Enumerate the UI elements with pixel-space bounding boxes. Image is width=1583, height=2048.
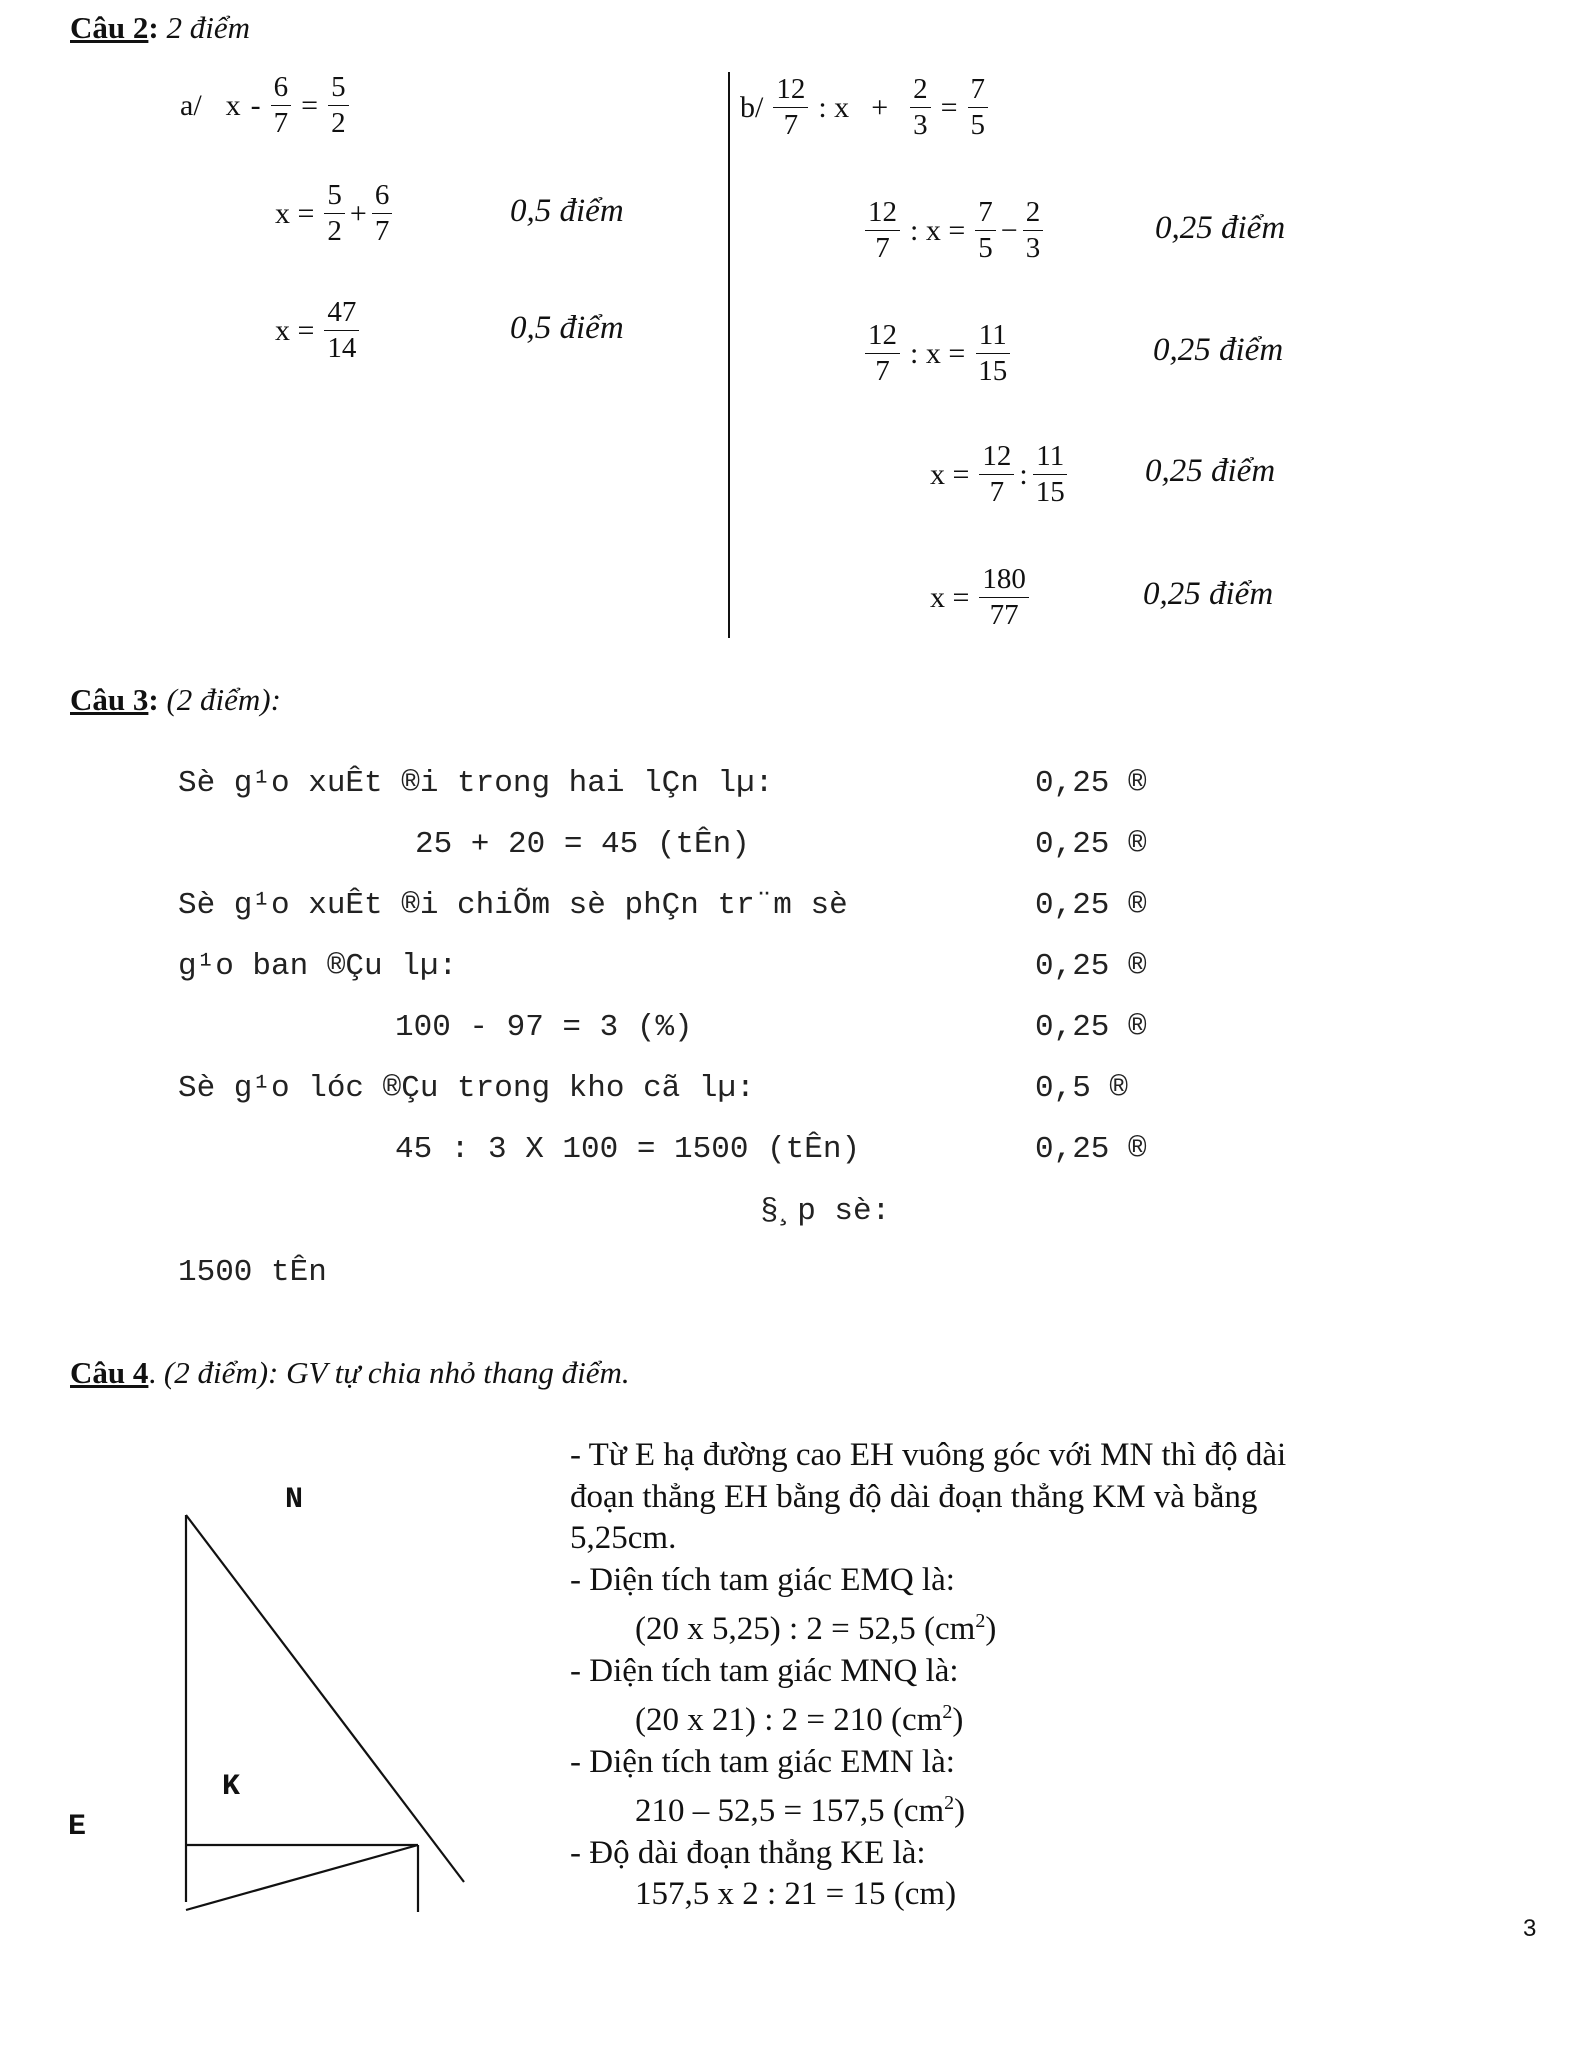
- q2b-frac2-den: 3: [913, 109, 928, 142]
- q2a-frac1: [271, 72, 292, 140]
- q2b-mid: : x: [818, 90, 850, 124]
- q2b-frac1-num: 12: [773, 74, 808, 108]
- q4-heading: [70, 1355, 630, 1391]
- q4-line-4: - Diện tích tam giác EMQ là:: [570, 1561, 955, 1598]
- q2-heading-points: 2 điểm: [158, 10, 250, 45]
- q2b-step1-op: −: [1000, 213, 1018, 247]
- q2b-step1-frac3: [1023, 197, 1044, 265]
- q4-line-9-sup: 2: [944, 1792, 955, 1814]
- q2b-step3-frac2: [1033, 441, 1068, 509]
- q2a-step2-score: 0,5 điểm: [510, 310, 624, 346]
- q3-line-2: 25 + 20 = 45 (tÊn): [415, 827, 750, 862]
- q2b-frac2-num: 2: [910, 74, 931, 108]
- q2b-step3: [925, 441, 1073, 509]
- q2b-step4-frac-num: 180: [979, 564, 1029, 598]
- q2a-minus: -: [250, 88, 261, 122]
- q3-answer-value: 1500 tÊn: [178, 1255, 327, 1290]
- q2b-step4-frac: [979, 564, 1029, 632]
- q2a-frac1-den: 7: [273, 107, 289, 140]
- q2a-step1-frac2-num: 6: [372, 180, 393, 214]
- q3-line-5: 100 - 97 = 3 (%): [395, 1010, 693, 1045]
- q2-heading: [70, 10, 250, 46]
- q4-line-10: - Độ dài đoạn thẳng KE là:: [570, 1834, 926, 1871]
- q2b-step3-frac2-num: 11: [1033, 441, 1067, 475]
- q4-line-5-sup: 2: [975, 1610, 986, 1632]
- q2b-problem: [735, 74, 993, 142]
- triangle-figure: [0, 1440, 560, 1930]
- q2b-step1-mid: : x =: [910, 213, 966, 247]
- q2a-prefix: a/: [180, 88, 202, 122]
- figure-label-e: E: [68, 1810, 87, 1844]
- q2b-step1-frac1-den: 7: [875, 232, 890, 265]
- q2b-frac3-den: 5: [970, 109, 986, 142]
- q4-line-1: - Từ E hạ đường cao EH vuông góc với MN thì độ dài: [570, 1437, 1287, 1473]
- q2-heading-colon: :: [148, 10, 159, 45]
- q2a-frac2: [328, 72, 349, 140]
- q2a-step1-score: 0,5 điểm: [510, 193, 624, 229]
- q2a-step2-frac-den: 14: [327, 332, 357, 365]
- q4-heading-label: Câu 4: [70, 1355, 149, 1390]
- q2a-frac2-num: 5: [328, 72, 349, 106]
- q2b-step2-score: 0,25 điểm: [1153, 332, 1284, 368]
- q3-score-3: 0,25 ®: [1035, 888, 1147, 923]
- q2b-frac3: [968, 74, 989, 142]
- q2a-step1-frac2-den: 7: [374, 215, 390, 248]
- q2b-plus: +: [871, 90, 889, 124]
- q2a-step1-lhs: x =: [275, 196, 315, 230]
- q2b-frac3-num: 7: [968, 74, 989, 108]
- q3-line-3: Sè g¹o xuÊt ®i chiÕm sè phÇn tr¨m sè: [178, 888, 848, 923]
- q4-line-7-close: ): [952, 1702, 964, 1738]
- column-divider: [728, 72, 730, 638]
- q2b-frac1: [773, 74, 808, 142]
- page-number: 3: [1523, 1915, 1537, 1942]
- q2a-step2-frac: [324, 297, 359, 365]
- q2a-step1-op: +: [349, 196, 367, 230]
- q2-heading-label: Câu 2: [70, 10, 149, 45]
- q2b-step3-score: 0,25 điểm: [1145, 453, 1276, 489]
- q2b-step1-frac1-num: 12: [865, 197, 900, 231]
- q3-score-2: 0,25 ®: [1035, 827, 1147, 862]
- q4-line-9: [570, 1783, 1286, 1833]
- q2b-step3-frac2-den: 15: [1035, 476, 1065, 509]
- q2a-frac2-den: 2: [331, 107, 346, 140]
- figure-hypotenuse: [186, 1515, 464, 1882]
- q2b-step3-frac1: [979, 441, 1014, 509]
- q2b-step1: [860, 197, 1048, 265]
- q2b-step2-frac2-den: 15: [978, 355, 1008, 388]
- q3-score-5: 0,25 ®: [1035, 1010, 1147, 1045]
- q3-line-7: 45 : 3 X 100 = 1500 (tÊn): [395, 1132, 861, 1167]
- q2a-step2-frac-num: 47: [324, 297, 359, 331]
- q2b-step1-frac2-num: 7: [975, 197, 996, 231]
- q4-line-7-text: (20 x 21) : 2 = 210 (cm: [635, 1702, 943, 1738]
- q3-line-4: g¹o ban ®Çu lµ:: [178, 949, 458, 984]
- q4-line-9-close: ): [954, 1793, 966, 1829]
- q2a-step1-frac1-num: 5: [324, 180, 345, 214]
- q2b-step2-frac2-num: 11: [976, 320, 1010, 354]
- q4-line-8: - Diện tích tam giác EMN là:: [570, 1743, 955, 1780]
- q2b-step2-frac1: [865, 320, 900, 388]
- q2a-eq: =: [301, 88, 319, 122]
- q2a-step1: [270, 180, 397, 248]
- q2b-step3-frac1-den: 7: [989, 476, 1005, 509]
- q4-heading-punct: .: [148, 1355, 157, 1390]
- q2b-step4-lhs: x =: [930, 580, 970, 614]
- q3-line-6: Sè g¹o lóc ®Çu trong kho cã lµ:: [178, 1071, 755, 1106]
- q2a-problem: [175, 72, 354, 140]
- q2b-step2-frac2: [975, 320, 1010, 388]
- q2b-step1-frac2: [975, 197, 996, 265]
- q2b-step1-frac2-den: 5: [978, 232, 993, 265]
- q2b-step1-frac1: [865, 197, 900, 265]
- q4-line-5: [570, 1601, 1286, 1651]
- q2b-step1-frac3-num: 2: [1023, 197, 1044, 231]
- q3-score-7: 0,25 ®: [1035, 1132, 1147, 1167]
- q4-line-7-sup: 2: [942, 1701, 953, 1723]
- q2b-prefix: b/: [740, 90, 764, 124]
- q4-line-7: [570, 1692, 1286, 1742]
- q2b-step1-frac3-den: 3: [1025, 232, 1041, 265]
- q3-heading-points: (2 điểm):: [158, 682, 281, 717]
- q3-heading-label: Câu 3: [70, 682, 149, 717]
- q3-answer-label: §¸p sè:: [760, 1194, 891, 1229]
- q4-line-9-text: 210 – 52,5 = 157,5 (cm: [635, 1793, 945, 1829]
- q2a-x: x: [225, 88, 241, 122]
- q4-line-2: đoạn thẳng EH bằng độ dài đoạn thẳng KM và bằng: [570, 1478, 1258, 1515]
- q2b-step3-op: :: [1019, 457, 1028, 491]
- q4-heading-rest: (2 điểm): GV tự chia nhỏ thang điểm.: [156, 1355, 630, 1390]
- q2b-frac1-den: 7: [783, 109, 799, 142]
- q4-line-5-close: ): [985, 1611, 997, 1647]
- q2a-step2-lhs: x =: [275, 313, 315, 347]
- q2b-step3-lhs: x =: [930, 457, 970, 491]
- q2a-step2: [270, 297, 364, 365]
- q3-score-6: 0,5 ®: [1035, 1071, 1129, 1106]
- q3-line-1: Sè g¹o xuÊt ®i trong hai lÇn lµ:: [178, 766, 774, 801]
- q4-text-block: [570, 1435, 1286, 1916]
- q2b-step2-frac1-num: 12: [865, 320, 900, 354]
- q4-line-5-text: (20 x 5,25) : 2 = 52,5 (cm: [635, 1611, 976, 1647]
- q2b-step3-frac1-num: 12: [979, 441, 1014, 475]
- q3-heading: [70, 682, 281, 718]
- q2b-step2-frac1-den: 7: [875, 355, 890, 388]
- q2a-step1-frac1: [324, 180, 345, 248]
- q2b-step2-mid: : x =: [910, 336, 966, 370]
- q2a-frac1-num: 6: [271, 72, 292, 106]
- q4-line-6: - Diện tích tam giác MNQ là:: [570, 1652, 959, 1689]
- q2b-frac2: [910, 74, 931, 142]
- q3-score-4: 0,25 ®: [1035, 949, 1147, 984]
- q2b-step4-frac-den: 77: [989, 599, 1019, 632]
- q2b-step2: [860, 320, 1015, 388]
- q3-score-1: 0,25 ®: [1035, 766, 1147, 801]
- figure-segment-base: [186, 1845, 418, 1910]
- q3-heading-colon: :: [148, 682, 159, 717]
- figure-label-k: K: [222, 1770, 241, 1804]
- figure-label-n: N: [285, 1483, 304, 1517]
- q2a-step1-frac1-den: 2: [327, 215, 342, 248]
- q2a-step1-frac2: [372, 180, 393, 248]
- q4-line-11: 157,5 x 2 : 21 = 15 (cm): [635, 1876, 957, 1912]
- q2b-step4: [925, 564, 1034, 632]
- q2b-eq: =: [940, 90, 958, 124]
- q4-line-3: 5,25cm.: [570, 1520, 677, 1556]
- q2b-step1-score: 0,25 điểm: [1155, 210, 1286, 246]
- q2b-step4-score: 0,25 điểm: [1143, 576, 1274, 612]
